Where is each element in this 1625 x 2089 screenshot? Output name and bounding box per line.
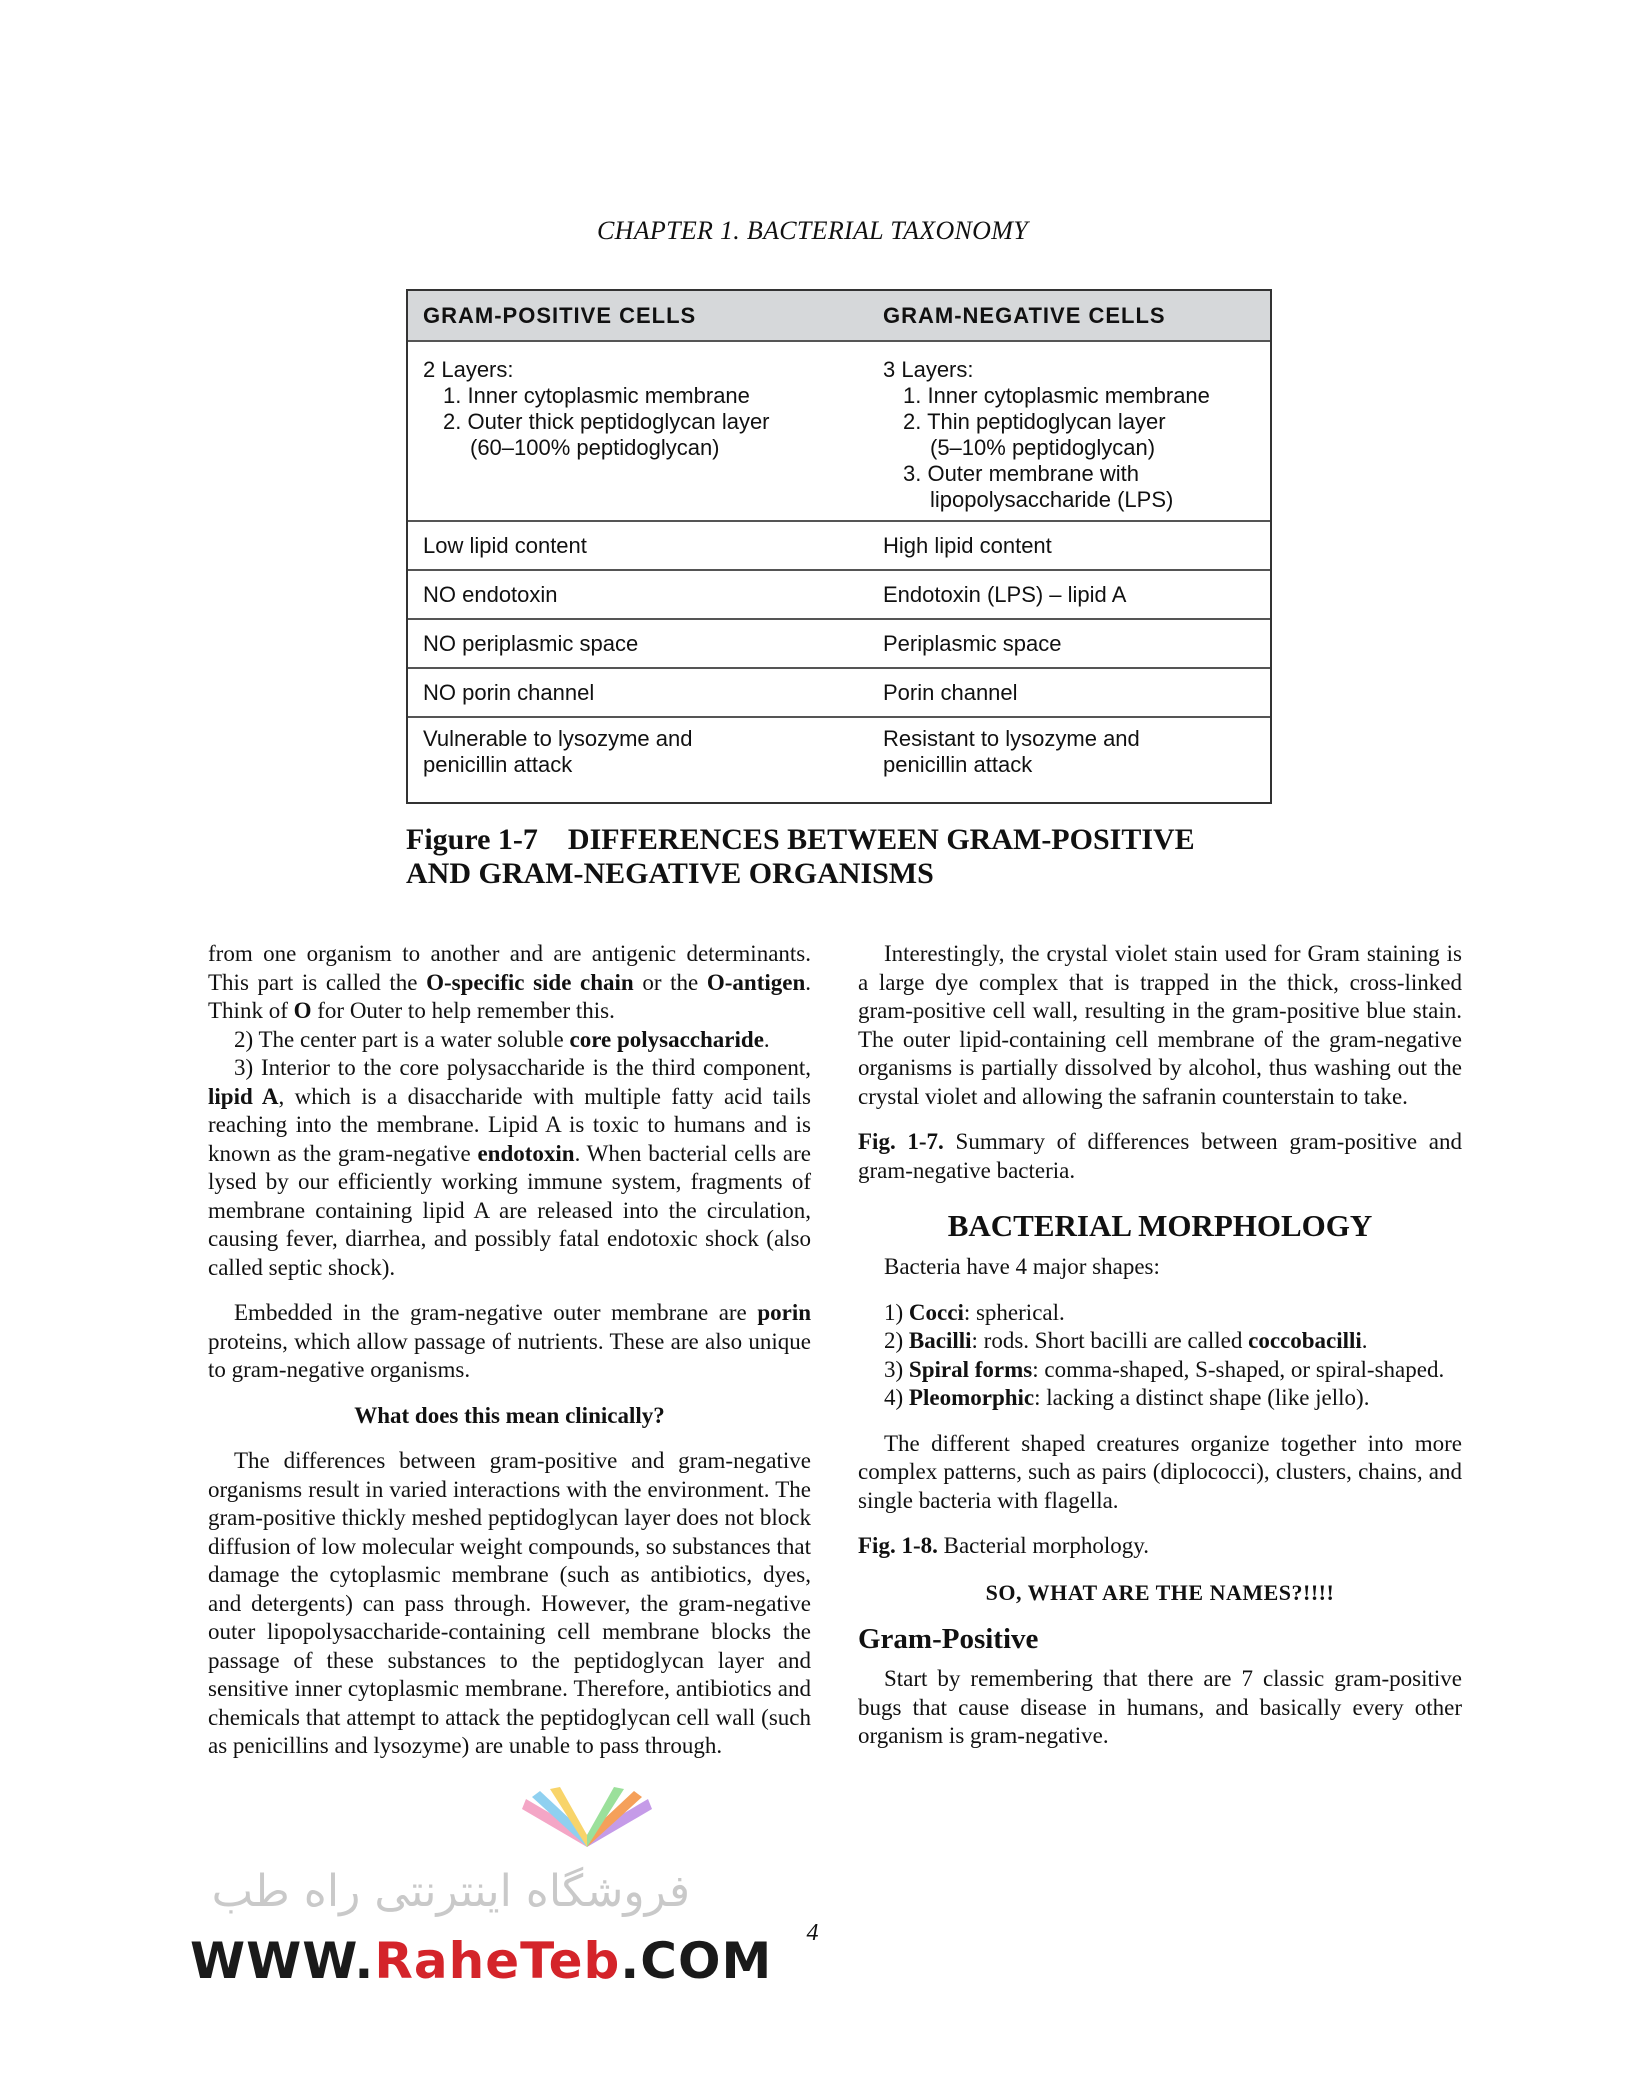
comparison-table: [406, 289, 1272, 804]
bold-term: coccobacilli: [1248, 1328, 1362, 1353]
layer-item-note: (60–100% peptidoglycan): [470, 435, 720, 460]
text: from one organism to another and are antigenic determinants. This part is called the: [208, 941, 811, 995]
layer-item: 2. Thin peptidoglycan layer: [903, 409, 1166, 434]
text: Bacterial morphology.: [937, 1533, 1150, 1558]
figure-reference: [858, 1128, 1462, 1185]
text: . When bacterial cells are lysed by our efficiently working immune system, fragments of membrane containing lipid A are released into the circulation, causing fever, diarrhea, and possibly fatal endotoxic shock (also called septic shock).: [208, 1140, 811, 1280]
text: : spherical.: [963, 1299, 1065, 1325]
text: : rods. Short bacilli are called: [971, 1328, 1249, 1353]
text: proteins, which allow passage of nutrients. These are also unique to gram-negative organisms.: [208, 1328, 811, 1382]
cell-line: Resistant to lysozyme and: [883, 726, 1140, 751]
layer-item: 3. Outer membrane with: [903, 461, 1139, 486]
layer-item-note: lipopolysaccharide (LPS): [930, 487, 1174, 512]
bold-term: porin: [757, 1300, 811, 1325]
layer-item-note: (5–10% peptidoglycan): [930, 435, 1156, 460]
layers-gram-negative: [868, 357, 1270, 520]
subsection-heading: Gram-Positive: [858, 1623, 1039, 1655]
caption-line: Figure 1-7 DIFFERENCES BETWEEN GRAM-POSITIVE: [406, 823, 1195, 856]
bold-term: endotoxin: [477, 1140, 575, 1166]
bold-term: Spiral forms: [908, 1356, 1033, 1382]
paragraph: The differences between gram-positive and gram-negative organisms result in varied interactions with the environment. The gram-positive thickly meshed peptidoglycan layer does not block diffusion of low molecular weight compounds, so substances that damage the cytoplasmic membrane (such as antibiotics, dyes, and detergents) can pass through. However, the gram-negative outer lipopolysaccharide-containing cell membrane blocks the passage of these substances to the peptidoglycan layer and sensitive inner cytoplasmic membrane. Therefore, antibiotics and chemicals that attempt to attack the peptidoglycan cell wall (such as penicillins and lysozyme) are unable to pass through.: [208, 1448, 811, 1758]
table-cell: [408, 726, 868, 778]
table-cell: Low lipid content: [423, 532, 587, 558]
cell-line: penicillin attack: [883, 752, 1033, 777]
paragraph: Bacteria have 4 major shapes:: [884, 1254, 1160, 1279]
cell-line: Vulnerable to lysozyme and: [423, 726, 693, 751]
text: 2): [884, 1328, 909, 1353]
table-row-layers: [408, 342, 1270, 522]
bold-term: core polysaccharide: [569, 1026, 764, 1052]
paragraph: [208, 1026, 811, 1055]
text: .: [763, 1026, 770, 1052]
list-item: [858, 1384, 1462, 1413]
left-column: [208, 940, 811, 1761]
table-cell: NO periplasmic space: [423, 630, 639, 656]
figure-reference: [858, 1532, 1462, 1561]
paragraph: Start by remembering that there are 7 classic gram-positive bugs that cause disease in humans, and basically every other organism is gram-negative.: [858, 1666, 1462, 1748]
text: 3) Interior to the core polysaccharide is the third component,: [234, 1055, 811, 1080]
bold-term: Cocci: [908, 1299, 964, 1325]
table-row: [408, 571, 1270, 620]
figure-caption: [406, 823, 1306, 891]
text: .: [1361, 1328, 1368, 1353]
section-heading: SO, WHAT ARE THE NAMES?!!!!: [985, 1579, 1335, 1605]
text: or the: [633, 969, 707, 995]
watermark-url: [190, 1932, 772, 1990]
paragraph: [208, 1299, 811, 1385]
header-gram-negative: GRAM-NEGATIVE CELLS: [883, 302, 1166, 328]
text: Embedded in the gram-negative outer membrane are: [234, 1300, 758, 1325]
table-cell: NO porin channel: [423, 679, 595, 705]
cell-line: penicillin attack: [423, 752, 573, 777]
text: 4): [884, 1385, 909, 1410]
text: for Outer to help remember this.: [311, 998, 615, 1023]
table-row: [408, 522, 1270, 571]
paragraph: Interestingly, the crystal violet stain used for Gram staining is a large dye complex that is trapped in the thick, cross-linked gram-positive cell wall, resulting in the gram-positive blue stain. The outer lipid-containing cell membrane of the gram-negative organisms is partially dissolved by alcohol, thus washing out the crystal violet and allowing the safranin counterstain to take.: [858, 941, 1462, 1109]
text: : lacking a distinct shape (like jello).: [1034, 1385, 1370, 1410]
bold-term: O-antigen: [706, 969, 806, 995]
figure-label: Fig. 1-8.: [858, 1533, 938, 1558]
text: 3): [884, 1356, 909, 1382]
list-item: [858, 1327, 1462, 1356]
table-cell: Porin channel: [883, 679, 1018, 705]
bold-term: lipid A: [208, 1083, 279, 1109]
bold-term: O: [293, 998, 312, 1023]
bold-term: Bacilli: [908, 1328, 972, 1353]
text: . Think of: [208, 969, 811, 1023]
bold-term: Pleomorphic: [908, 1385, 1035, 1410]
layer-item: 1. Inner cytoplasmic membrane: [443, 383, 750, 408]
paragraph: [208, 1054, 811, 1282]
subheading: What does this mean clinically?: [354, 1402, 665, 1428]
header-gram-positive: GRAM-POSITIVE CELLS: [423, 302, 697, 328]
table-row: [408, 669, 1270, 718]
layers-title: 3 Layers:: [883, 357, 974, 382]
figure-label: Fig. 1-7.: [858, 1129, 944, 1154]
table-cell: NO endotoxin: [423, 581, 558, 607]
section-heading: BACTERIAL MORPHOLOGY: [947, 1208, 1373, 1243]
right-column: [858, 940, 1462, 1751]
page-number: 4: [806, 1920, 819, 1946]
table-cell: Periplasmic space: [883, 630, 1062, 656]
caption-line: AND GRAM-NEGATIVE ORGANISMS: [406, 857, 934, 890]
table-cell: Endotoxin (LPS) – lipid A: [883, 581, 1127, 607]
bold-term: O-specific side chain: [426, 969, 634, 995]
paragraph: [208, 940, 811, 1026]
layer-item: 2. Outer thick peptidoglycan layer: [443, 409, 770, 434]
layers-gram-positive: [408, 357, 868, 520]
running-head: CHAPTER 1. BACTERIAL TAXONOMY: [597, 216, 1028, 245]
layer-item: 1. Inner cytoplasmic membrane: [903, 383, 1210, 408]
table-cell: High lipid content: [883, 532, 1052, 558]
text: , which is a disaccharide with multiple fatty acid tails reaching into the membrane. Lipid A is toxic to humans and is known as the gram-negative: [208, 1083, 811, 1166]
watermark-persian-text: فروشگاه اینترنتی راه طب: [211, 1866, 690, 1917]
layers-title: 2 Layers:: [423, 357, 514, 382]
list-item: [858, 1299, 1462, 1328]
table-cell: [868, 726, 1270, 778]
url-part: WWW.: [190, 1932, 375, 1990]
table-header-row: [408, 291, 1270, 342]
table-row: [408, 620, 1270, 669]
text: : comma-shaped, S-shaped, or spiral-shaped.: [1032, 1356, 1445, 1382]
url-part: RaheTeb: [374, 1932, 621, 1990]
text: 2) The center part is a water soluble: [234, 1026, 570, 1052]
text: 1): [884, 1299, 909, 1325]
url-part: .COM: [620, 1932, 773, 1990]
text: Summary of differences between gram-positive and gram-negative bacteria.: [858, 1129, 1462, 1183]
book-logo-icon: [512, 1787, 662, 1857]
paragraph: The different shaped creatures organize together into more complex patterns, such as pairs (diplococci), clusters, chains, and single bacteria with flagella.: [858, 1430, 1462, 1513]
table-row: [408, 718, 1270, 786]
list-item: [858, 1356, 1462, 1385]
